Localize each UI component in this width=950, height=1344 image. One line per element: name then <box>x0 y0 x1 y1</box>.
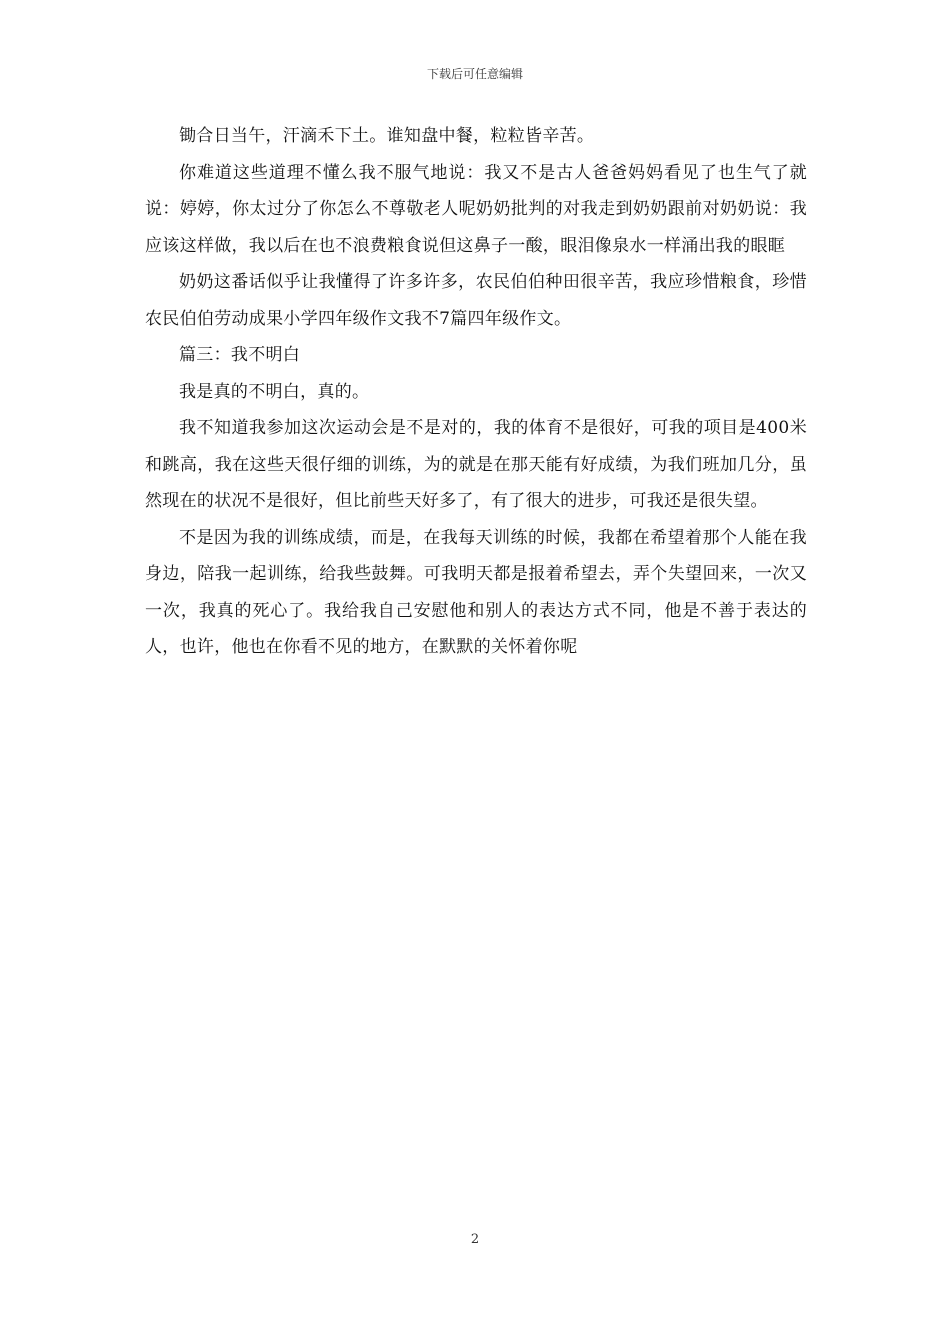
section-title: 篇三：我不明白 <box>179 345 301 365</box>
paragraph-disappointment: 不是因为我的训练成绩，而是，在我每天训练的时候，我都在希望着那个人能在我身边，陪我一起训练，给我些鼓舞。可我明天都是报着希望去，弄个失望回来，一次又一次，我真的死心了。我给我自己安慰他和别人的表达方式不同，他是不善于表达的人，也许，他也在你看不见的地方，在默默的关怀着你呢 <box>145 527 807 657</box>
page-header: 下载后可任意编辑 <box>426 67 523 81</box>
paragraph-sports-meet: 我不知道我参加这次运动会是不是对的，我的体育不是很好，可我的项目是400米和跳高，我在这些天很仔细的训练，为的就是在那天能有好成绩，为我们班加几分，虽然现在的状况不是很好，但比前些天好多了，有了很大的进步，可我还是很失望。 <box>145 418 807 511</box>
page-number: 2 <box>470 1232 480 1247</box>
paragraph-poem: 锄合日当午，汗滴禾下土。谁知盘中餐，粒粒皆辛苦。 <box>179 126 595 146</box>
paragraph-dialogue: 你难道这些道理不懂么我不服气地说：我又不是古人爸爸妈妈看见了也生气了就说：婷婷，你太过分了你怎么不尊敬老人呢奶奶批判的对我走到奶奶跟前对奶奶说：我应该这样做，我以后在也不浪费粮食说但这鼻子一酸，眼泪像泉水一样涌出我的眼眶 <box>145 162 807 256</box>
document-body <box>145 118 807 666</box>
paragraph-intro: 我是真的不明白，真的。 <box>179 381 370 402</box>
paragraph-lesson: 奶奶这番话似乎让我懂得了许多许多，农民伯伯种田很辛苦，我应珍惜粮食，珍惜农民伯伯劳动成果小学四年级作文我不7篇四年级作文。 <box>145 272 807 329</box>
